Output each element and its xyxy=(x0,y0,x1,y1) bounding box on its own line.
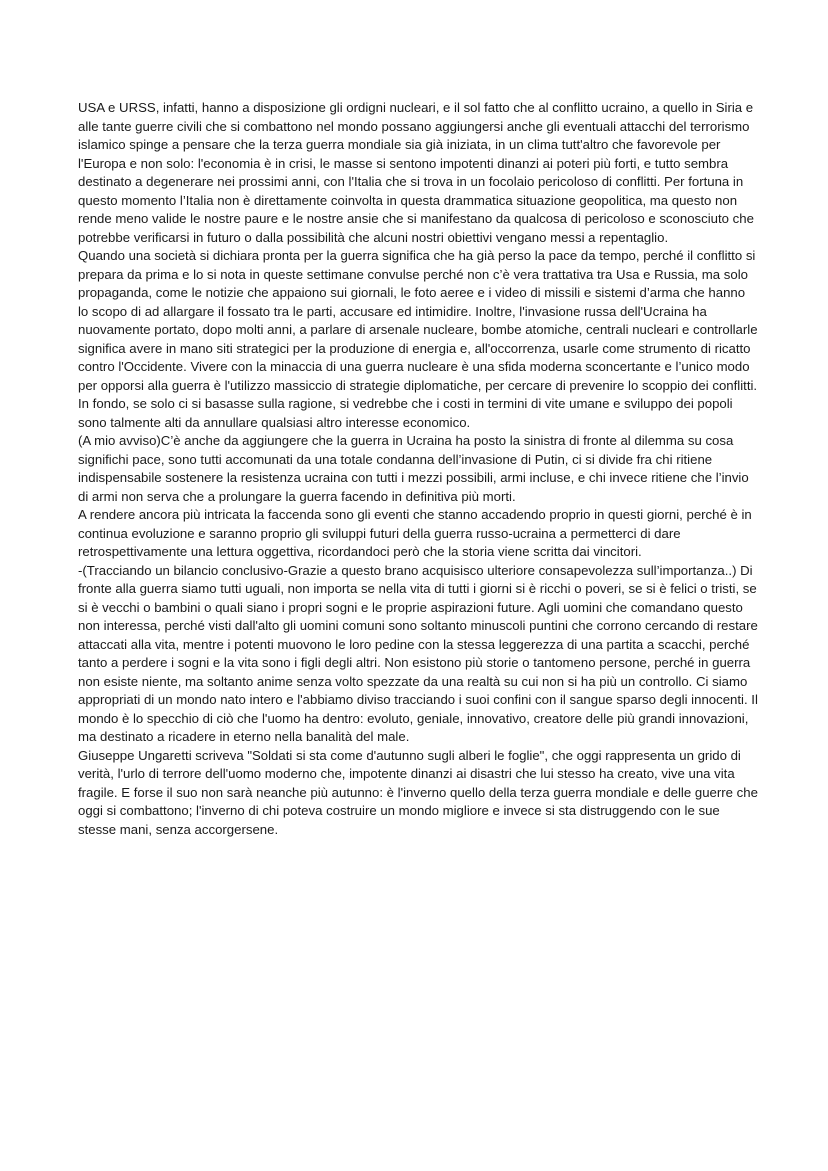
paragraph-6: Giuseppe Ungaretti scriveva "Soldati si sta come d'autunno sugli alberi le foglie", che oggi rappresenta un grido di verità, l'urlo di terrore dell'uomo moderno che, impotente dinanzi ai disastri che lui stesso ha creato, vive una vita fragile. E forse il suo non sarà neanche più autunno: è l'inverno quello della terza guerra mondiale e delle guerre che oggi si combattono; l'inverno di chi poteva costruire un mondo migliore e invece si sta distruggendo con le sue stesse mani, senza accorgersene. xyxy=(78,747,758,837)
paragraph-3: (A mio avviso)C’è anche da aggiungere che la guerra in Ucraina ha posto la sinistra di fronte al dilemma su cosa significhi pace, sono tutti accomunati da una totale condanna dell’invasione di Putin, ci si divide fra chi ritiene indispensabile sostenere la resistenza ucraina con tutti i mezzi possibili, armi incluse, e chi invece ritiene che l’invio di armi non serva che a prolungare la guerra facendo in definitiva più morti. xyxy=(78,433,749,504)
paragraph-4: A rendere ancora più intricata la faccenda sono gli eventi che stanno accadendo proprio in questi giorni, perché è in continua evoluzione e saranno proprio gli sviluppi futuri della guerra russo-ucraina a permetterci di dare retrospettivamente una lettura oggettiva, ricordandoci però che la storia viene scritta dai vincitori. xyxy=(78,507,752,559)
paragraph-1: USA e URSS, infatti, hanno a disposizione gli ordigni nucleari, e il sol fatto che al conflitto ucraino, a quello in Siria e alle tante guerre civili che si combattono nel mondo possano aggiungersi anche gli eventuali attacchi del terrorismo islamico spinge a pensare che la terza guerra mondiale sia già iniziata, in un clima tutt'altro che favorevole per l'Europa e non solo: l'economia è in crisi, le masse si sentono impotenti dinanzi ai poteri più forti, e tutto sembra destinato a degenerare nei prossimi anni, con l'Italia che si trova in un focolaio pericoloso di conflitti. Per fortuna in questo momento l’Italia non è direttamente coinvolta in questa drammatica situazione geopolitica, ma questo non rende meno valide le nostre paure e le nostre ansie che si manifestano da qualcosa di pericoloso e sconosciuto che potrebbe verificarsi in futuro o dalla possibilità che alcuni nostri obiettivi vengano messi a repentaglio. xyxy=(78,100,754,245)
paragraph-5: -(Tracciando un bilancio conclusivo-Grazie a questo brano acquisisco ulteriore consapevolezza sull’importanza..) Di fronte alla guerra siamo tutti uguali, non importa se nella vita di tutti i giorni si è ricchi o poveri, se si è felici o tristi, se si è vecchi o bambini o quali siano i propri sogni e le proprie aspirazioni future. Agli uomini che comandano questo non interessa, perché visti dall'alto gli uomini comuni sono soltanto minuscoli puntini che corrono cercando di restare attaccati alla vita, mentre i potenti muovono le loro pedine con la stessa leggerezza di una partita a scacchi, perché tanto a perdere i sogni e la vita sono i figli degli altri. Non esistono più storie o tantomeno persone, perché in guerra non esiste niente, ma soltanto anime senza volto spezzate da una realtà su cui non si ha più un controllo. Ci siamo appropriati di un mondo nato intero e l'abbiamo diviso tracciando i suoi confini con il sangue sparso degli innocenti. Il mondo è lo specchio di ciò che l'uomo ha dentro: evoluto, geniale, innovativo, creatore delle più grandi innovazioni, ma destinato a ricadere in eterno nella banalità del male. xyxy=(78,562,758,744)
essay-body xyxy=(78,99,758,839)
paragraph-2: Quando una società si dichiara pronta per la guerra significa che ha già perso la pace da tempo, perché il conflitto si prepara da prima e lo si nota in queste settimane convulse perché non c’è vera trattativa tra Usa e Russia, ma solo propaganda, come le notizie che appaiono sui giornali, le foto aeree e i video di missili e sistemi d’arma che hanno lo scopo di ad allargare il fossato tra le parti, accusare ed intimidire. Inoltre, l'invasione russa dell'Ucraina ha nuovamente portato, dopo molti anni, a parlare di arsenale nucleare, bombe atomiche, centrali nucleari e controllarle significa avere in mano siti strategici per la produzione di energia e, all'occorrenza, usarle come strumento di ricatto contro l'Occidente. Vivere con la minaccia di una guerra nucleare è una sfida moderna sconcertante e l’unico modo per opporsi alla guerra è l'utilizzo massiccio di strategie diplomatiche, per cercare di prevenire lo scoppio dei conflitti. In fondo, se solo ci si basasse sulla ragione, si vedrebbe che i costi in termini di vite umane e sviluppo dei popoli sono talmente alti da annullare qualsiasi altro interesse economico. xyxy=(78,248,758,430)
